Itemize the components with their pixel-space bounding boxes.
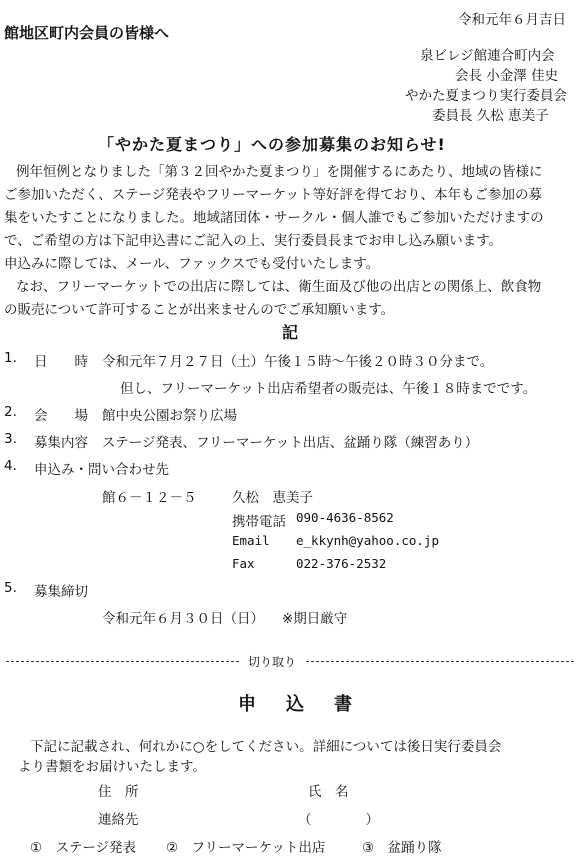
form-address-label: 住 所: [98, 784, 139, 800]
body-line: 申込みに際しては、メール、ファックスでも受付いたします。: [4, 256, 380, 272]
date-note: 但し、フリーマーケット出店希望者の販売は、午後１８時までです。: [120, 381, 537, 397]
sender-chairperson: 委員長 久松 恵美子: [432, 108, 549, 124]
form-option-flea-market: ② フリーマーケット出店: [166, 840, 326, 856]
venue-label: 会 場: [34, 408, 88, 424]
email-value: e_kkynh@yahoo.co.jp: [296, 533, 439, 548]
sender-committee: やかた夏まつり実行委員会: [405, 88, 567, 104]
sender-association: 泉ビレジ館連合町内会: [420, 48, 555, 64]
contact-label: 申込み・問い合わせ先: [34, 462, 169, 478]
form-contact-paren: （ ）: [298, 812, 379, 828]
item-number: 3.: [4, 431, 17, 447]
form-option-bon-dance: ③ 盆踊り隊: [362, 840, 442, 856]
form-contact-label: 連絡先: [98, 812, 139, 828]
addressee: 館地区町内会員の皆様へ: [4, 24, 170, 42]
form-instructions: より書類をお届けいたします。: [18, 759, 206, 775]
fax-value: 022-376-2532: [296, 556, 387, 571]
date-label: 日 時: [34, 354, 88, 370]
item-number: 4.: [4, 458, 17, 474]
content-value: ステージ発表、フリーマーケット出店、盆踊り隊（練習あり）: [102, 435, 479, 451]
email-label: Email: [232, 533, 270, 548]
deadline-value: 令和元年６月３０日（日）: [102, 611, 264, 627]
cut-label: 切り取り: [240, 653, 304, 670]
fax-label: Fax: [232, 556, 255, 571]
body-line: 例年恒例となりました「第３２回やかた夏まつり」を開催するにあたり、地域の皆様に: [16, 164, 543, 180]
deadline-note: ※期日厳守: [282, 611, 348, 627]
item-number: 5.: [4, 580, 17, 596]
phone-value: 090-4636-8562: [296, 510, 394, 525]
item-number: 1.: [4, 350, 17, 366]
document-date: 令和元年６月吉日: [458, 12, 566, 28]
contact-name: 久松 恵美子: [232, 490, 313, 506]
body-line: なお、フリーマーケットでの出店に際しては、衛生面及び他の出店との関係上、飲食物: [16, 279, 542, 295]
form-option-stage: ① ステージ発表: [30, 840, 137, 856]
document-title: 「やかた夏まつり」への参加募集のお知らせ!: [98, 135, 446, 154]
form-instructions: 下記に記載され、何れかに○をしてください。詳細については後日実行委員会: [30, 739, 502, 755]
ki-heading: 記: [282, 323, 299, 342]
venue-value: 館中央公園お祭り広場: [102, 408, 237, 424]
body-line: ご参加いただく、ステージ発表やフリーマーケット等好評を得ており、本年もご参加の募: [4, 187, 542, 203]
content-label: 募集内容: [34, 435, 88, 451]
body-line: で、ご希望の方は下記申込書にご記入の上、実行委員長までお申し込み願います。: [4, 233, 503, 249]
deadline-label: 募集締切: [34, 584, 88, 600]
date-value: 令和元年７月２７日（土）午後１５時〜午後２０時３０分まで。: [102, 354, 494, 370]
phone-label: 携帯電話: [232, 514, 286, 530]
item-number: 2.: [4, 404, 17, 420]
form-name-label: 氏 名: [308, 784, 349, 800]
form-title: 申 込 書: [238, 694, 358, 715]
body-line: 集をいたすことになりました。地域諸団体・サークル・個人誰でもご参加いただけますの: [4, 210, 544, 226]
body-line: の販売について許可することが出来ませんのでご承知願います。: [4, 302, 395, 318]
contact-address: 館６－１２－５: [102, 490, 197, 506]
sender-president: 会長 小金澤 佳史: [455, 68, 559, 84]
